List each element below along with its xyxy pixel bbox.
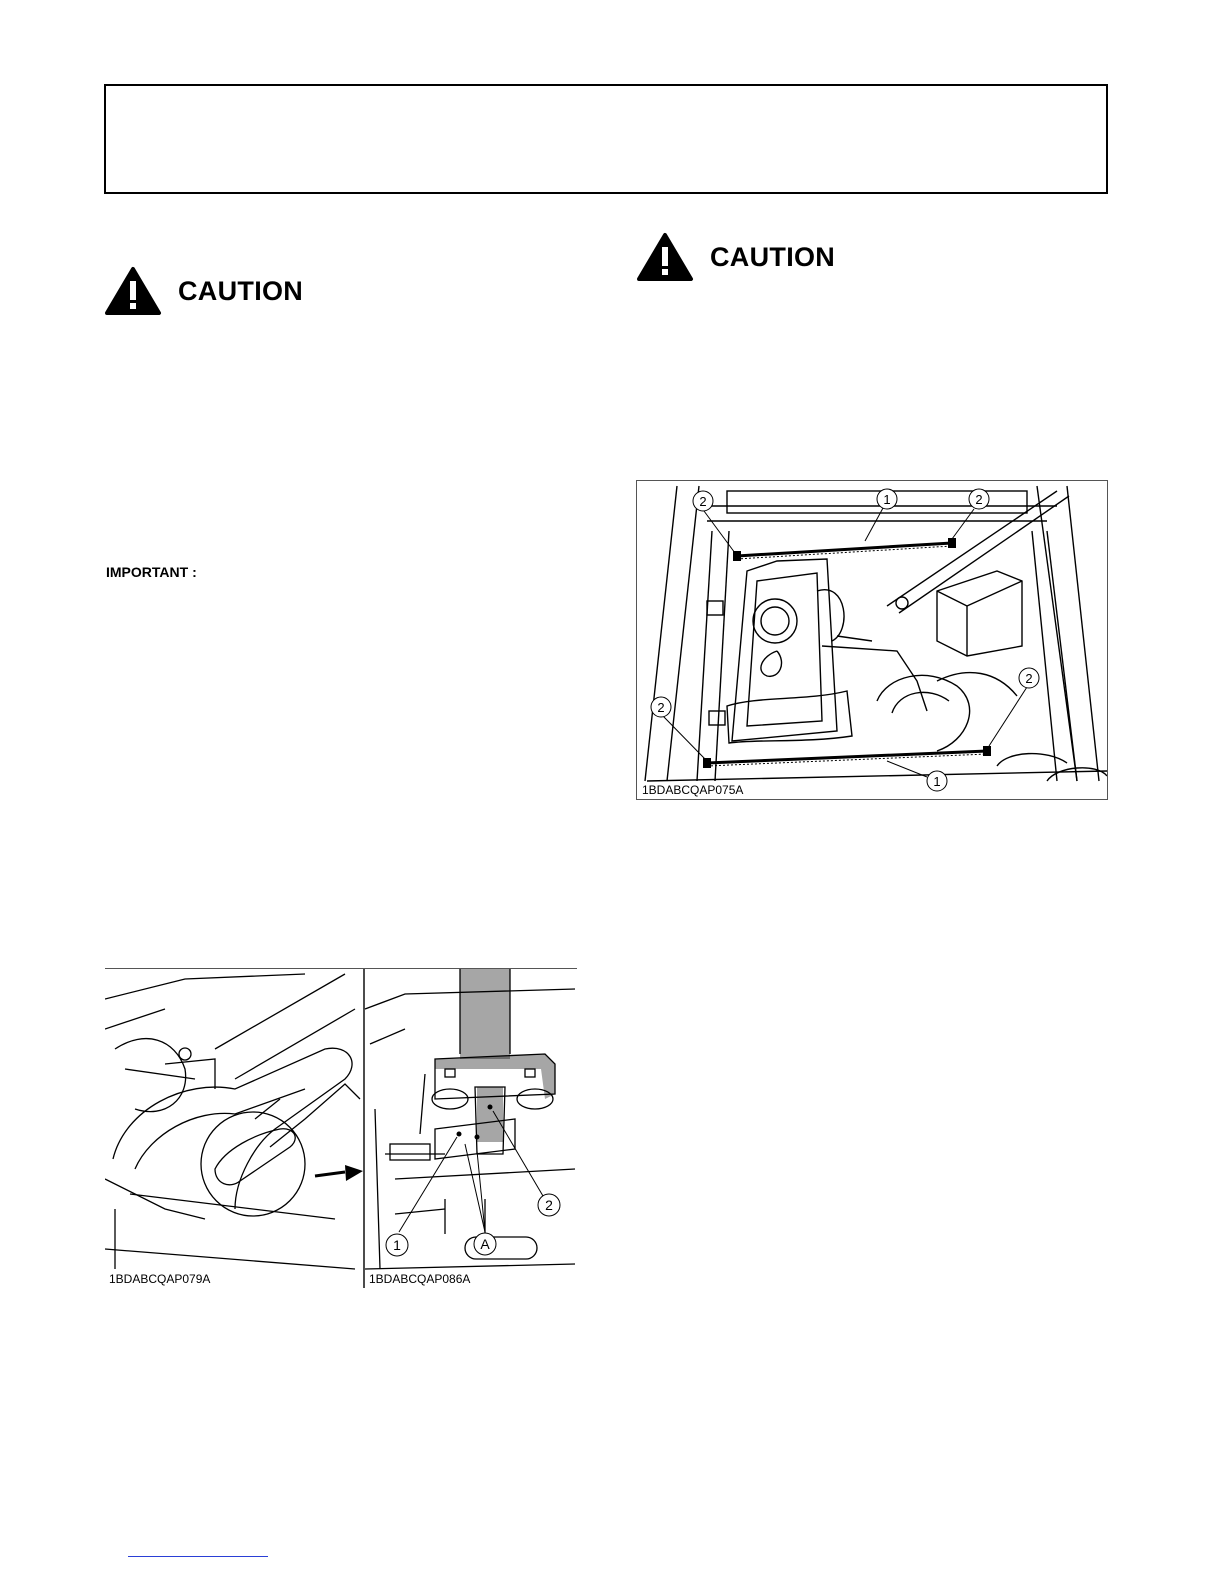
callout-2-bottom-right: 2 — [1025, 671, 1033, 686]
important-label: IMPORTANT : — [106, 564, 197, 580]
warning-triangle-icon — [636, 232, 694, 282]
callout-A: A — [480, 1236, 490, 1252]
header-box — [104, 84, 1108, 194]
figure-code-left: 1BDABCQAP079A — [109, 1272, 211, 1286]
caution-label: CAUTION — [710, 241, 836, 272]
figure-bracket — [105, 968, 577, 1288]
callout-2-top-left: 2 — [699, 494, 707, 509]
callout-1-bottom: 1 — [933, 774, 941, 789]
warning-triangle-icon — [104, 266, 162, 316]
figure-code-right: 1BDABCQAP086A — [369, 1272, 471, 1286]
bracket-illustration — [105, 969, 577, 1288]
footer-link-underline[interactable] — [128, 1556, 268, 1557]
callout-1-top: 1 — [883, 492, 891, 507]
callout-2-bottom-left: 2 — [657, 700, 665, 715]
caution-label: CAUTION — [178, 275, 304, 306]
figure-code: 1BDABCQAP075A — [642, 783, 744, 797]
callout-1: 1 — [393, 1237, 401, 1253]
caution-right — [636, 232, 835, 282]
caution-left — [104, 266, 303, 316]
callout-2: 2 — [545, 1197, 553, 1213]
callout-2-top-right: 2 — [975, 492, 983, 507]
figure-engine-rods — [636, 480, 1108, 800]
engine-compartment-illustration — [637, 481, 1108, 800]
